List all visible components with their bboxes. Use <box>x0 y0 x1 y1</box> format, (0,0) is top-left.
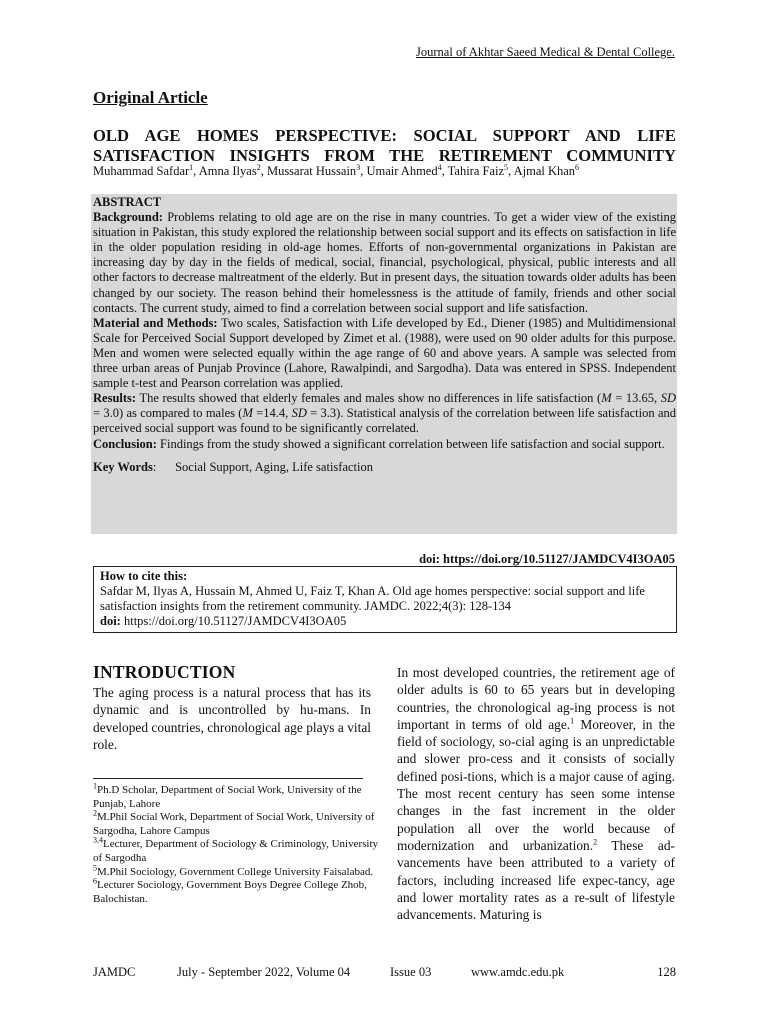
keywords: Key Words: Social Support, Aging, Life satisfaction <box>93 459 373 474</box>
footnote-number: 1 <box>93 781 97 791</box>
footnote <box>93 876 383 906</box>
abstract <box>93 195 676 475</box>
section-text: Findings from the study showed a significant correlation between life satisfaction and social support. <box>160 436 665 451</box>
author: Mussarat Hussain <box>266 164 357 178</box>
section-text: Two scales, Satisfaction with Life developed by Ed., Diener (1985) and Multidimensional Scale for Perceived Social Support developed by Zimet et al. (1988), were used on 90 older adults for this purpose. Men and women were selected equally within the age range of 60 and above years. A sample was selected from three urban areas of Punjab Province (Lahore, Rawalpindi, and Sargodha). Data was entered in SPSS. Independent sample t-test and Pearson correlation was applied. <box>93 315 676 391</box>
author: Umair Ahmed <box>366 164 438 178</box>
introduction-column-1: The aging process is a natural process that has its dynamic and is uncontrolled by hu-mans. In developed countries, chronological age plays a vital role. <box>93 685 371 752</box>
section-text: = 13.65, <box>611 391 661 406</box>
keywords-label: Key Words <box>93 459 153 474</box>
author-affiliation: 3 <box>356 162 361 172</box>
section-text: The results showed that elderly females and males show no differences in life satisfaction ( <box>139 391 602 406</box>
stat-symbol: SD <box>291 406 307 421</box>
body-text: These ad-vancements have been attributed to a variety of factors, including increased life expec-tancy, age and lower mortality rates as a re-sult of lifestyle advancements. Maturing is <box>397 837 675 923</box>
section-text: Problems relating to old age are on the rise in many countries. To get a wider view of the existing situation in Pakistan, this study explored the relationship between social support and its effects on satisfaction in life in the older population residing in old-age homes. Efforts of non-governmental organizations in Pakistan are increasing day by day in the fields of medical, social, financial, psychological, physical, public interests and all other factors to decrease maltreatment of the elderly. But in present days, the situation towards older adults has been changed by our society. The reason behind their homelessness is the attitude of family, friends and other social contacts. The current study, aimed to find a correlation between social support and life satisfaction. <box>93 210 677 315</box>
footnote-text: M.Phil Social Work, Department of Social Work, University of Sargodha, Lahore Campus <box>93 811 375 837</box>
abstract-heading: ABSTRACT <box>93 195 162 209</box>
author-list: Muhammad Safdar$^1$, Amna Ilyas$^2$, Mussarat Hussain$^3$, Umair Ahmed$^4$, Tahira Faiz$^5$, Ajmal Khan$^6$ <box>93 162 580 178</box>
citation-text: Safdar M, Ilyas A, Hussain M, Ahmed U, Faiz T, Khan A. Old age homes perspective: social support and life satisfaction insights from the retirement community. JAMDC. 2022;4(3): 128-134 <box>100 584 645 613</box>
citation-doi-link[interactable]: https://doi.org/10.51127/JAMDCV4I3OA05 <box>123 614 347 628</box>
body-text: Moreover, in the field of sociology, so-cial aging is an unpredictable and slower pro-cess and it consists of socially defined posi-tions, which is a major cause of aging. The most recent century has seen some intense changes in the fast increment in the older population all over the world because of modernization and urbanization. <box>397 716 675 853</box>
body-text: In most developed countries, the retirement age of older adults is 60 to 65 years but in developing countries, the chronological ag-ing process is not important in terms of old age. <box>397 665 675 732</box>
footnote-text: Lecturer Sociology, Government Boys Degree College Zhob, Balochistan. <box>93 879 367 905</box>
author: Tahira Faiz <box>447 164 505 178</box>
author-affiliation: 6 <box>575 162 580 172</box>
citation-ref[interactable]: 2 <box>593 837 598 847</box>
footnote <box>93 835 383 865</box>
section-label: Background: <box>93 210 163 225</box>
citation-heading: How to cite this: <box>100 569 188 583</box>
footer-issue: July - September 2022, Volume 04 <box>177 965 351 979</box>
author: Muhammad Safdar <box>93 164 190 178</box>
footer-issue-number: Issue 03 <box>390 965 432 979</box>
author-affiliation: 1 <box>189 162 194 172</box>
section-label: Conclusion: <box>93 436 157 451</box>
section-text: = 3.3). Statistical analysis of the correlation between life satisfaction and perceived social support was found to be significantly correlated. <box>93 406 676 436</box>
article-type: Original Article <box>93 88 208 107</box>
abstract-conclusion-section <box>93 437 676 452</box>
footer-website[interactable]: www.amdc.edu.pk <box>471 965 565 979</box>
footnote-number: 2 <box>93 808 97 818</box>
doi-link[interactable]: doi: https://doi.org/10.51127/JAMDCV4I3OA05 <box>419 552 675 566</box>
citation-doi-label: doi: <box>100 614 121 628</box>
author: Amna Ilyas <box>198 164 257 178</box>
stat-symbol: M <box>242 406 253 421</box>
abstract-results-section <box>93 391 676 436</box>
introduction-heading: INTRODUCTION <box>93 662 236 682</box>
footnote-text: Ph.D Scholar, Department of Social Work, University of the Punjab, Lahore <box>93 784 362 810</box>
introduction-column-2 <box>397 664 675 923</box>
footnote <box>93 808 383 838</box>
page-number: 128 <box>657 965 676 979</box>
section-text: = 3.0) as compared to males ( <box>93 406 243 421</box>
abstract-background-section <box>93 210 676 316</box>
keywords-text: Social Support, Aging, Life satisfaction <box>175 459 373 474</box>
footnote-number: 5 <box>93 862 97 872</box>
author: Ajmal Khan <box>513 164 576 178</box>
author-affiliation: 5 <box>504 162 509 172</box>
paper-title: OLD AGE HOMES PERSPECTIVE: SOCIAL SUPPORT AND LIFE SATISFACTION INSIGHTS FROM THE RETIREMENT COMMUNITY <box>93 126 676 165</box>
footnote <box>93 862 383 880</box>
section-text: =14.4, <box>252 406 292 421</box>
footnote-number: 3,4 <box>93 835 103 845</box>
journal-header: Journal of Akhtar Saeed Medical & Dental College. <box>416 45 675 59</box>
footnote-text: Lecturer, Department of Sociology & Criminology, University of Sargodha <box>93 838 379 864</box>
stat-symbol: M <box>601 391 612 406</box>
stat-symbol: SD <box>660 391 676 406</box>
author-affiliation: 2 <box>256 162 261 172</box>
citation-box <box>93 566 677 633</box>
section-label: Results: <box>93 391 137 406</box>
citation-ref[interactable]: 1 <box>570 716 575 726</box>
footer-journal: JAMDC <box>93 965 136 979</box>
author-affiliation: 4 <box>437 162 442 172</box>
footnote <box>93 781 383 811</box>
affiliation-footnotes <box>93 781 383 906</box>
abstract-methods-section <box>93 316 676 391</box>
citation-doi <box>100 614 670 629</box>
footnote-text: M.Phil Sociology, Government College University Faisalabad. <box>97 865 374 878</box>
section-label: Material and Methods: <box>93 315 218 330</box>
footnote-number: 6 <box>93 876 97 886</box>
footnote-divider <box>93 778 363 779</box>
